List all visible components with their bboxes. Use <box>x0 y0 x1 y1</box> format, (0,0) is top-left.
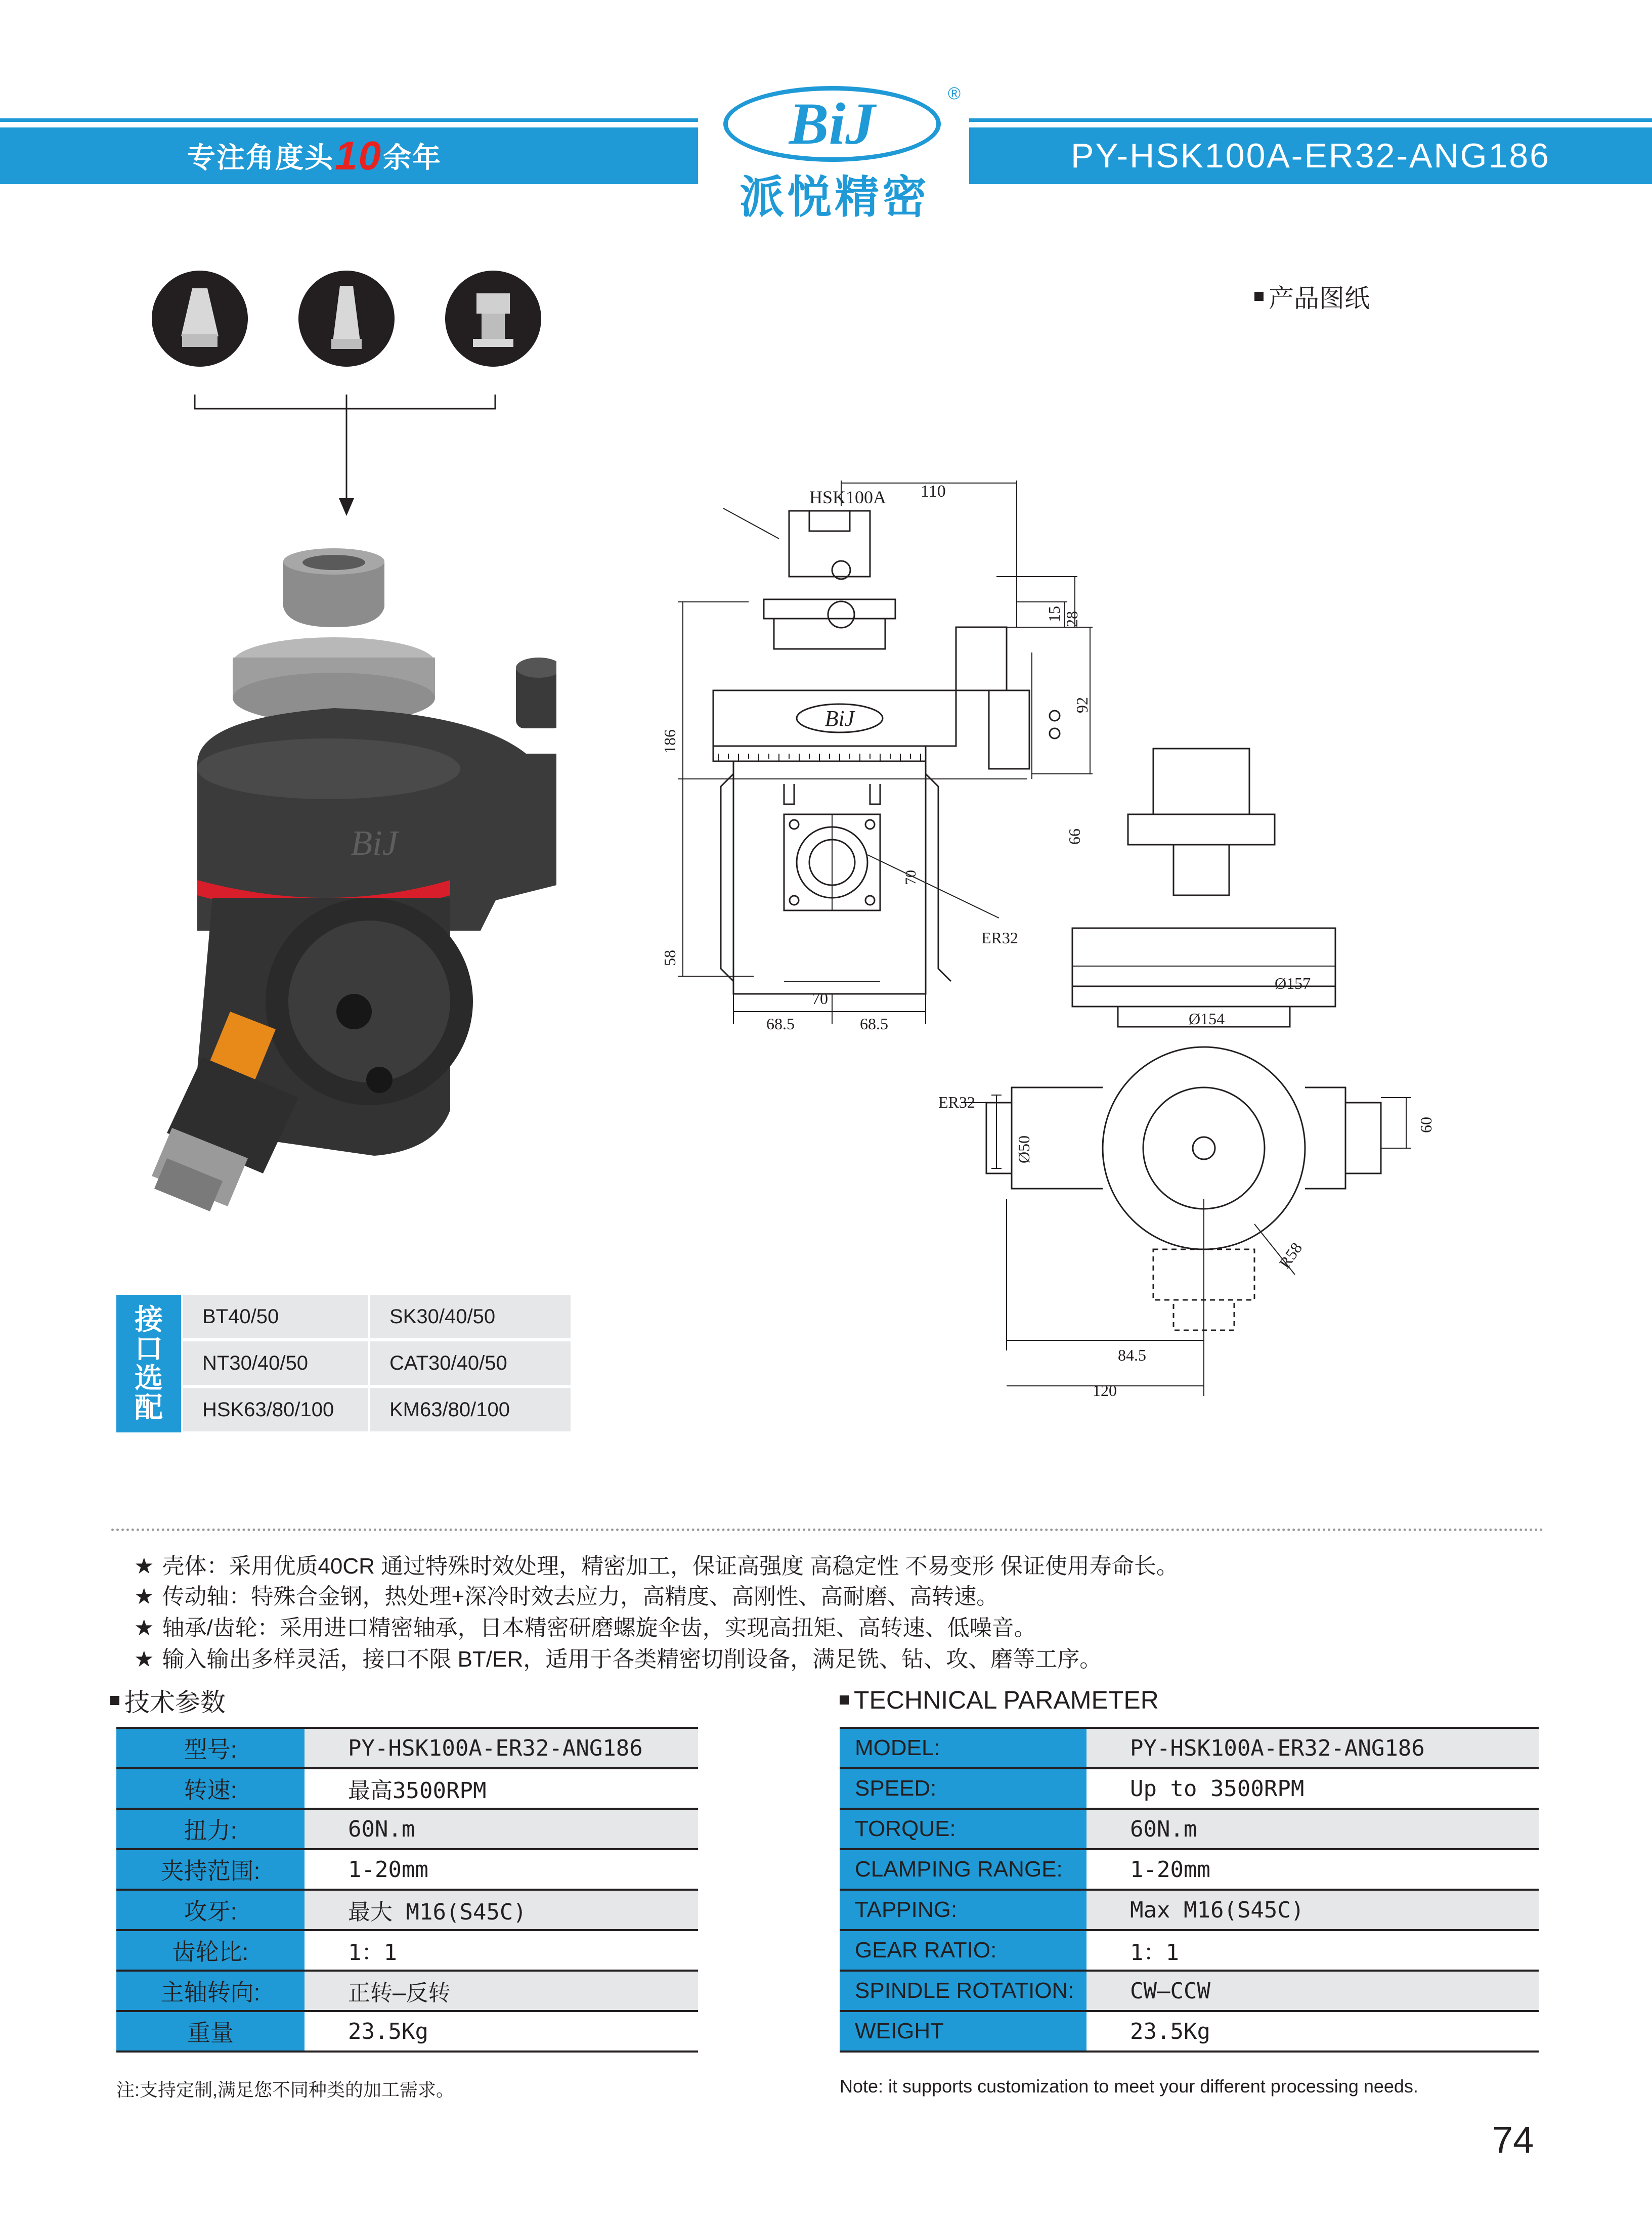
param-value: 正转—反转 <box>305 1972 698 2010</box>
params-en-title <box>840 1685 1159 1715</box>
technical-drawing <box>647 481 1457 1416</box>
dim-r58: R58 <box>1275 1239 1306 1272</box>
dim-68-5-right: 68.5 <box>860 1015 888 1033</box>
hsk-taper-icon <box>298 271 395 367</box>
param-label: TORQUE: <box>840 1810 1086 1848</box>
param-row <box>116 1850 698 1891</box>
param-value: 最大 M16(S45C) <box>305 1891 698 1929</box>
params-en-title-text: TECHNICAL PARAMETER <box>854 1686 1159 1714</box>
dim-154: Ø154 <box>1189 1010 1225 1028</box>
param-row <box>840 1729 1539 1769</box>
params-en-table <box>840 1729 1539 2053</box>
param-row <box>116 2012 698 2053</box>
feature-item <box>134 1548 1179 1580</box>
param-label: 型号: <box>116 1729 305 1767</box>
drawing-title-text: 产品图纸 <box>1269 284 1370 313</box>
angle-head-photo <box>152 548 556 1211</box>
param-value: PY-HSK100A-ER32-ANG186 <box>1086 1729 1539 1767</box>
selection-arrow <box>195 395 495 501</box>
param-row <box>840 2012 1539 2053</box>
param-row <box>840 1891 1539 1931</box>
param-row <box>116 1972 698 2012</box>
dim-157: Ø157 <box>1275 974 1311 992</box>
param-label: 夹持范围: <box>116 1850 305 1889</box>
note-cn: 注:支持定制,满足您不同种类的加工需求。 <box>116 2079 455 2100</box>
feature-text: 输入输出多样灵活，接口不限 BT/ER，适用于各类精密切削设备，满足铣、钻、攻、磨等工序。 <box>162 1647 1102 1672</box>
table-top-rule <box>840 1727 1539 1729</box>
param-row <box>840 1769 1539 1810</box>
dim-70-vertical: 70 <box>902 870 919 885</box>
interface-options-table <box>116 1295 571 1432</box>
arrow-head-icon <box>339 498 354 516</box>
param-value: Max M16(S45C) <box>1086 1891 1539 1929</box>
dim-66: 66 <box>1065 828 1083 845</box>
dim-50: Ø50 <box>1015 1135 1033 1163</box>
param-label: SPEED: <box>840 1769 1086 1808</box>
star-icon: ★ <box>134 1554 154 1579</box>
param-value: 23.5Kg <box>1130 2018 1210 2044</box>
feature-text: 轴承/齿轮：采用进口精密轴承，日本精密研磨螺旋伞齿，实现高扭矩、高转速、低噪音。 <box>162 1616 1036 1640</box>
param-label: 重量 <box>116 2012 305 2051</box>
param-value: PY-HSK100A-ER32-ANG186 <box>305 1729 698 1767</box>
param-label: 转速: <box>116 1769 305 1808</box>
param-value: 23.5Kg <box>348 2018 428 2044</box>
dim-68-5-left: 68.5 <box>766 1015 795 1033</box>
dim-er32-front: ER32 <box>981 929 1018 947</box>
param-value: 60N.m <box>1086 1810 1539 1848</box>
param-row <box>116 1729 698 1769</box>
param-label: WEIGHT <box>840 2012 1086 2051</box>
param-label: 扭力: <box>116 1810 305 1848</box>
param-row <box>840 1931 1539 1972</box>
param-row <box>840 1850 1539 1891</box>
interface-cell: NT30/40/50 <box>183 1341 368 1385</box>
param-value: CW—CCW <box>1086 1972 1539 2010</box>
slogan-post: 余年 <box>382 142 442 173</box>
dim-186: 186 <box>661 729 679 754</box>
param-label: TAPPING: <box>840 1891 1086 1929</box>
param-value: 1-20mm <box>1130 1856 1210 1883</box>
table-top-rule <box>116 1727 698 1729</box>
dotted-divider <box>111 1529 1544 1531</box>
drawing-section-title <box>1254 278 1370 315</box>
interface-cell: CAT30/40/50 <box>370 1341 571 1385</box>
param-row <box>840 1810 1539 1850</box>
hsk-hollow-icon <box>445 271 541 367</box>
params-cn-title-text: 技术参数 <box>124 1688 226 1717</box>
page-number: 74 <box>1492 2119 1534 2161</box>
dim-120: 120 <box>1093 1381 1117 1400</box>
param-label: GEAR RATIO: <box>840 1931 1086 1970</box>
note-en: Note: it supports customization to meet your different processing needs. <box>840 2076 1418 2097</box>
slogan-number: 10 <box>335 133 382 178</box>
params-cn-table <box>116 1729 698 2053</box>
product-illustration <box>142 268 556 1300</box>
body-logo: BiJ <box>351 824 398 863</box>
param-label: MODEL: <box>840 1729 1086 1767</box>
header-model: PY-HSK100A-ER32-ANG186 <box>969 127 1652 184</box>
star-icon: ★ <box>134 1616 154 1640</box>
interface-header <box>116 1295 181 1432</box>
param-row <box>116 1769 698 1810</box>
feature-text: 壳体：采用优质40CR 通过特殊时效处理，精密加工，保证高强度 高稳定性 不易变形 保证使用寿命长。 <box>162 1554 1179 1579</box>
brand-logo <box>723 86 941 162</box>
dim-110: 110 <box>921 482 946 501</box>
interface-cell: BT40/50 <box>183 1295 368 1338</box>
header-slogan <box>0 127 698 184</box>
side-view <box>938 749 1435 1400</box>
params-cn-title <box>110 1682 226 1719</box>
param-label: 主轴转向: <box>116 1972 305 2010</box>
feature-item <box>134 1578 998 1610</box>
front-view <box>661 481 1093 1033</box>
star-icon: ★ <box>134 1647 154 1672</box>
param-row <box>116 1810 698 1850</box>
dim-60: 60 <box>1417 1117 1435 1133</box>
header-line-right <box>969 118 1652 122</box>
dim-er32-side: ER32 <box>938 1093 975 1111</box>
registered-mark: ® <box>948 84 961 103</box>
star-icon: ★ <box>134 1584 154 1609</box>
interface-header-text: 接口选配 <box>135 1303 163 1423</box>
feature-text: 传动轴：特殊合金钢，热处理+深冷时效去应力，高精度、高刚性、高耐磨、高转速。 <box>162 1584 999 1609</box>
param-value: 1：1 <box>1130 1940 1179 1966</box>
interface-cell: HSK63/80/100 <box>183 1388 368 1431</box>
logo-text: BiJ <box>789 91 876 157</box>
dim-70-horizontal: 70 <box>812 989 828 1008</box>
dim-28: 28 <box>1063 611 1081 627</box>
dim-hsk: HSK100A <box>809 487 887 507</box>
param-row <box>116 1931 698 1972</box>
feature-item <box>134 1641 1102 1673</box>
param-value: 1：1 <box>348 1940 397 1966</box>
param-label: 齿轮比: <box>116 1931 305 1970</box>
header-line-left <box>0 118 698 122</box>
drawing-logo: BiJ <box>824 706 855 731</box>
slogan-pre: 专注角度头 <box>187 142 334 173</box>
param-row <box>840 1972 1539 2012</box>
interface-cell: SK30/40/50 <box>370 1295 571 1338</box>
param-value: 最高3500RPM <box>348 1778 487 1804</box>
dim-92: 92 <box>1073 697 1091 713</box>
param-value: 60N.m <box>305 1810 698 1848</box>
dim-58: 58 <box>661 950 679 966</box>
param-value: 1-20mm <box>348 1856 428 1883</box>
dim-15: 15 <box>1045 606 1063 622</box>
dim-84-5: 84.5 <box>1118 1346 1146 1364</box>
param-value: Up to 3500RPM <box>1130 1775 1305 1802</box>
feature-item <box>134 1609 1036 1642</box>
logo-chinese-name: 派悦精密 <box>739 172 930 222</box>
param-label: 攻牙: <box>116 1891 305 1929</box>
interface-cell: KM63/80/100 <box>370 1388 571 1431</box>
bt-shank-icon <box>152 271 248 367</box>
param-label: CLAMPING RANGE: <box>840 1850 1086 1889</box>
param-row <box>116 1891 698 1931</box>
param-label: SPINDLE ROTATION: <box>840 1972 1086 2010</box>
